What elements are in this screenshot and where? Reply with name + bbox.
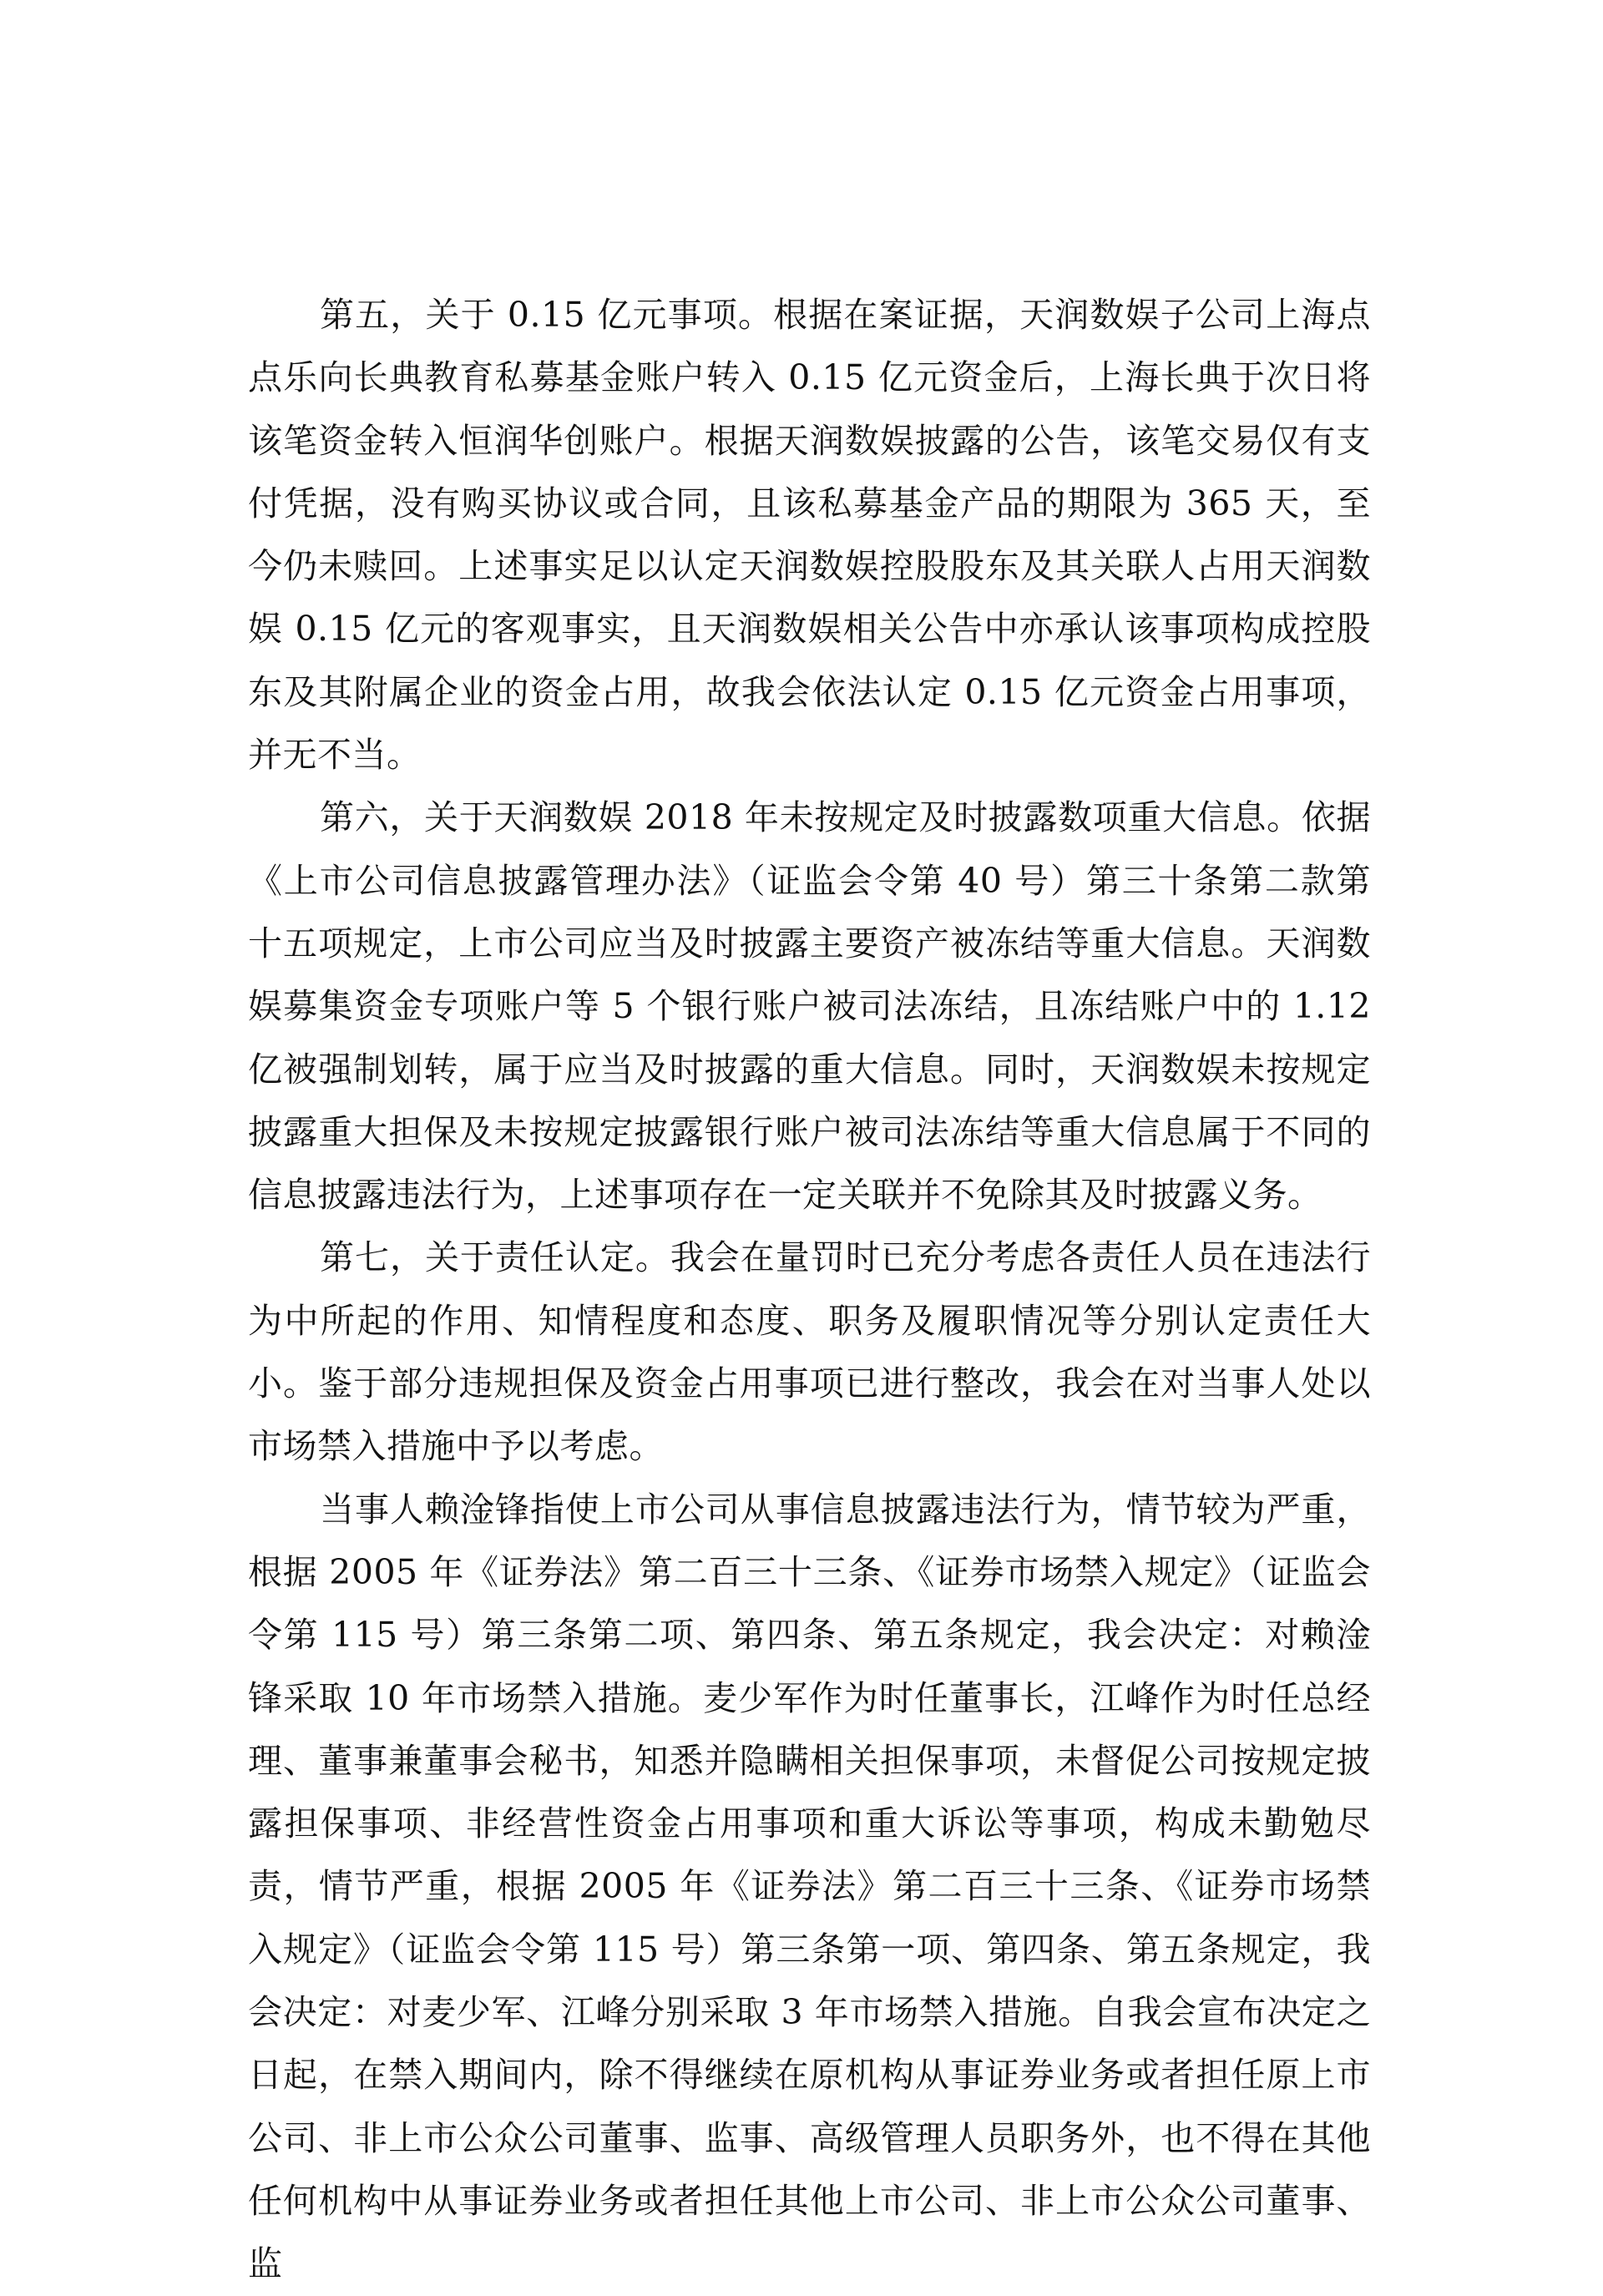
paragraph-fifth-point: 第五，关于 0.15 亿元事项。根据在案证据，天润数娱子公司上海点点乐向长典教育私募基金账户转入 0.15 亿元资金后，上海长典于次日将该笔资金转入恒润华创账户。根据天润数娱披露的公告，该笔交易仅有支付凭据，没有购买协议或合同，且该私募基金产品的期限为 365 天，至今仍未赎回。上述事实足以认定天润数娱控股股东及其关联人占用天润数娱 0.15 亿元的客观事实，且天润数娱相关公告中亦承认该事项构成控股东及其附属企业的资金占用，故我会依法认定 0.15 亿元资金占用事项，并无不当。 xyxy=(248,295,1371,776)
paragraph-sixth-point: 第六，关于天润数娱 2018 年未按规定及时披露数项重大信息。依据《上市公司信息披露管理办法》（证监会令第 40 号）第三十条第二款第十五项规定，上市公司应当及时披露主要资产被冻结等重大信息。天润数娱募集资金专项账户等 5 个银行账户被司法冻结，且冻结账户中的 1.12 亿被强制划转，属于应当及时披露的重大信息。同时，天润数娱未按规定披露重大担保及未按规定披露银行账户被司法冻结等重大信息属于不同的信息披露违法行为，上述事项存在一定关联并不免除其及时披露义务。 xyxy=(248,797,1371,1216)
paragraph-seventh-point: 第七，关于责任认定。我会在量罚时已充分考虑各责任人员在违法行为中所起的作用、知情程度和态度、职务及履职情况等分别认定责任大小。鉴于部分违规担保及资金占用事项已进行整改，我会在对当事人处以市场禁入措施中予以考虑。 xyxy=(248,1237,1371,1467)
paragraph-decision: 当事人赖淦锋指使上市公司从事信息披露违法行为，情节较为严重，根据 2005 年《证券法》第二百三十三条、《证券市场禁入规定》（证监会令第 115 号）第三条第二项、第四条、第五条规定，我会决定：对赖淦锋采取 10 年市场禁入措施。麦少军作为时任董事长，江峰作为时任总经理、董事兼董事会秘书，知悉并隐瞒相关担保事项，未督促公司按规定披露担保事项、非经营性资金占用事项和重大诉讼等事项，构成未勤勉尽责，情节严重，根据 2005 年《证券法》第二百三十三条、《证券市场禁入规定》（证监会令第 115 号）第三条第一项、第四条、第五条规定，我会决定：对麦少军、江峰分别采取 3 年市场禁入措施。自我会宣布决定之日起，在禁入期间内，除不得继续在原机构从事证券业务或者担任原上市公司、非上市公众公司董事、监事、高级管理人员职务外，也不得在其他任何机构中从事证券业务或者担任其他上市公司、非上市公众公司董事、监 xyxy=(248,1489,1371,2284)
document-page xyxy=(248,284,1371,2296)
